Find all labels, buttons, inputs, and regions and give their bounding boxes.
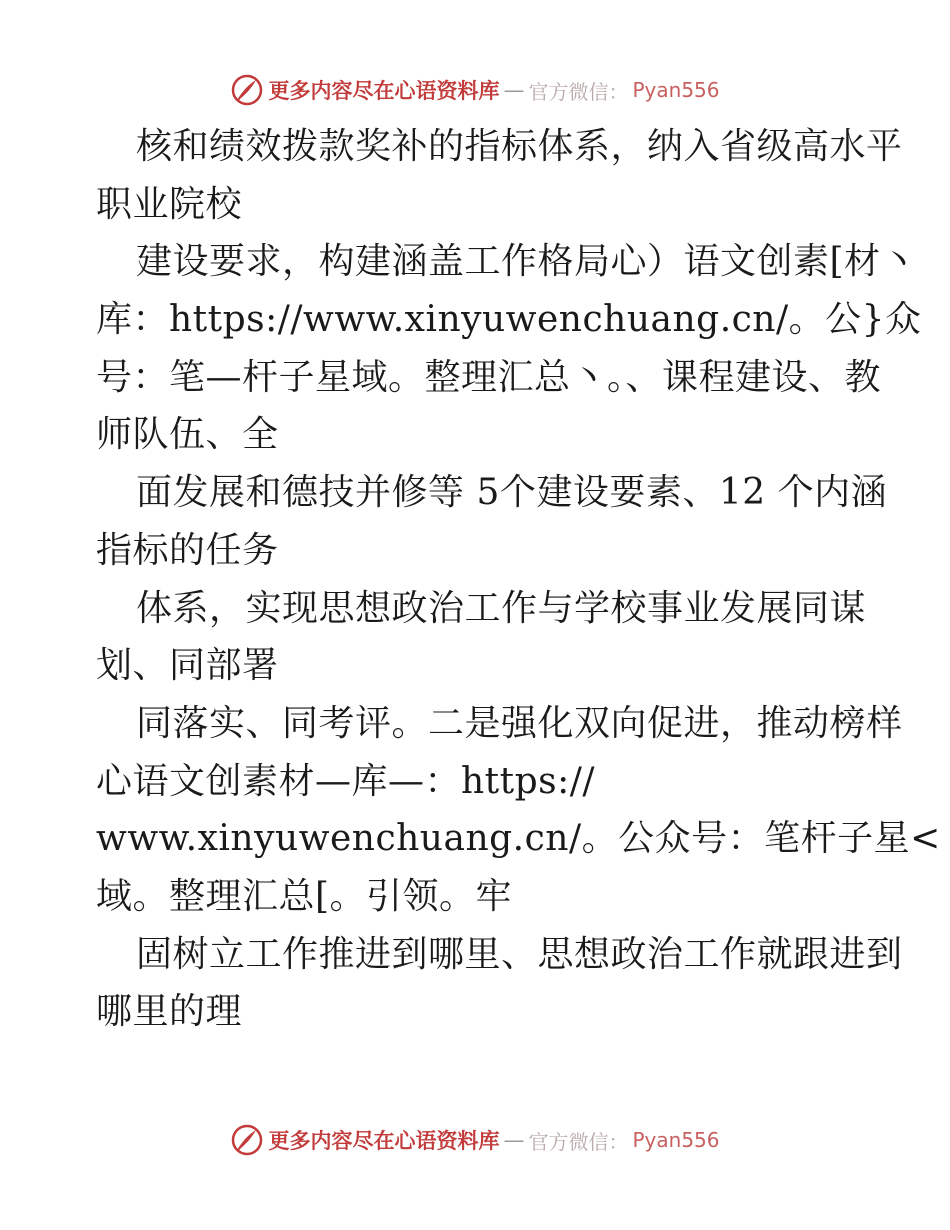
body-line: 核和绩效拨款奖补的指标体系，纳入省级高水平 — [136, 126, 903, 167]
body-line: 面发展和德技并修等 5个建设要素、12 个内涵 — [136, 472, 888, 514]
body-line: 师队伍、全 — [96, 414, 279, 456]
body-line: 指标的任务 — [96, 529, 279, 571]
body-line: 固树立工作推进到哪里、思想政治工作就跟进到 — [136, 933, 903, 975]
quill-pen-logo-icon — [230, 1123, 264, 1157]
document-body — [96, 118, 941, 1041]
body-line: 哪里的理 — [96, 991, 243, 1033]
body-line: 体系，实现思想政治工作与学校事业发展同谋 — [136, 587, 867, 629]
footer-separator: — — [503, 1128, 525, 1152]
footer-banner-text: 更多内容尽在心语资料库 — [268, 1128, 500, 1153]
quill-pen-logo-icon — [230, 73, 264, 107]
header-wechat-label: 官方微信： — [528, 79, 629, 104]
body-line: www.xinyuwenchuang.cn/。公众号：笔杆子星< — [96, 818, 941, 860]
footer-banner — [0, 1120, 950, 1160]
header-banner-text: 更多内容尽在心语资料库 — [268, 78, 500, 103]
body-line: 域。整理汇总[。引领。牢 — [96, 875, 513, 917]
body-line: 号：笔—杆子星域。整理汇总丶。、课程建设、教 — [96, 356, 882, 398]
body-line: 库：https://www.xinyuwenchuang.cn/。公}众 — [96, 299, 922, 341]
body-line: 建设要求，构建涵盖工作格局心）语文创素[材丶 — [136, 241, 918, 283]
body-line: 心语文创素材—库—：https:// — [96, 760, 596, 802]
footer-wechat-id: Pyan556 — [632, 1128, 720, 1152]
footer-wechat-label: 官方微信： — [528, 1129, 629, 1154]
header-wechat-id: Pyan556 — [632, 78, 720, 102]
body-line: 划、同部署 — [96, 645, 279, 687]
header-separator: — — [503, 78, 525, 102]
body-line: 同落实、同考评。二是强化双向促进，推动榜样 — [136, 702, 903, 744]
header-banner — [0, 70, 950, 110]
body-line: 职业院校 — [96, 183, 243, 225]
